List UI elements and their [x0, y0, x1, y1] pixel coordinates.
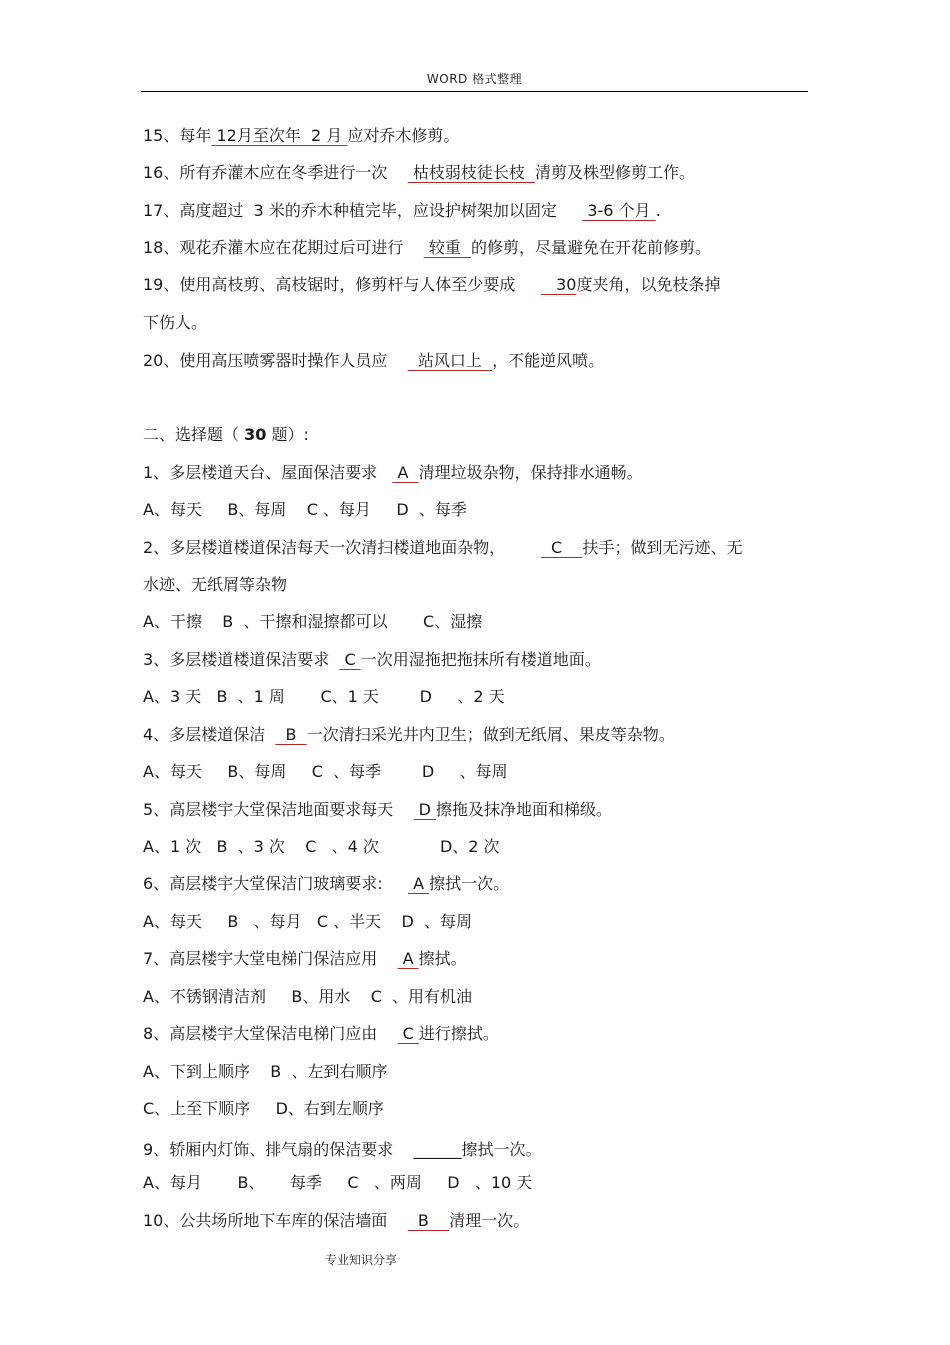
answer-blank: A: [392, 463, 419, 482]
choice-question-2-continued: 水迹、无纸屑等杂物: [143, 575, 288, 594]
answer-blank: 较重: [423, 238, 471, 257]
choice-options-1: A、每天 B、每周 C 、每月 D 、每季: [143, 500, 467, 519]
choice-question-6: 6、高层楼宇大堂保洁门玻璃要求: A 擦拭一次。: [143, 874, 510, 893]
choice-question-1: 1、多层楼道天台、屋面保洁要求 A 清理垃圾杂物，保持排水通畅。: [143, 463, 643, 482]
choice-question-8: 8、高层楼宇大堂保洁电梯门应由 C 进行擦拭。: [143, 1024, 499, 1043]
page-footer: 专业知识分享: [325, 1253, 398, 1267]
choice-question-9: 9、轿厢内灯饰、排气扇的保洁要求 ______擦拭一次。: [143, 1140, 542, 1159]
answer-blank: A: [408, 874, 430, 893]
answer-blank: A: [397, 949, 419, 968]
choice-options-4: A、每天 B、每周 C 、每季 D 、每周: [143, 762, 508, 781]
choice-question-4: 4、多层楼道保洁 B 一次清扫采光井内卫生；做到无纸屑、果皮等杂物。: [143, 725, 675, 744]
choice-options-7: A、不锈钢清洁剂 B、用水 C 、用有机油: [143, 987, 473, 1006]
answer-blank: 3-6 个月: [582, 201, 656, 220]
answer-blank: C: [339, 650, 361, 669]
question-15: 15、每年 12月至次年 2 月 应对乔木修剪。: [143, 126, 460, 145]
question-16: 16、所有乔灌木应在冬季进行一次 枯枝弱枝徒长枝 清剪及株型修剪工作。: [143, 163, 696, 182]
header-rule: [141, 91, 808, 92]
choice-options-9: A、每月 B、 每季 C 、两周 D 、10 天: [143, 1173, 533, 1192]
question-18: 18、观花乔灌木应在花期过后可进行 较重 的修剪，尽量避免在开花前修剪。: [143, 238, 712, 257]
choice-options-8a: A、下到上顺序 B 、左到右顺序: [143, 1062, 388, 1081]
answer-blank: ______: [413, 1140, 462, 1159]
answer-blank: C: [397, 1024, 419, 1043]
question-19-continued: 下伤人。: [143, 313, 208, 332]
answer-blank: 枯枝弱枝徒长枝: [407, 163, 535, 182]
answer-blank: C: [540, 538, 583, 557]
answer-blank: 30: [540, 275, 577, 294]
answer-blank: B: [275, 725, 307, 744]
choice-options-2: A、干擦 B 、干擦和湿擦都可以 C、湿擦: [143, 612, 483, 631]
choice-question-5: 5、高层楼宇大堂保洁地面要求每天 D 擦拖及抹净地面和梯级。: [143, 800, 613, 819]
answer-blank: B: [407, 1211, 450, 1230]
choice-options-6: A、每天 B 、每月 C 、半天 D 、每周: [143, 912, 472, 931]
question-20: 20、使用高压喷雾器时操作人员应 站风口上 ，不能逆风喷。: [143, 351, 605, 370]
answer-blank: D: [413, 800, 437, 819]
answer-blank: 12月至次年 2 月: [211, 126, 348, 145]
choice-question-7: 7、高层楼宇大堂电梯门保洁应用 A 擦拭。: [143, 949, 467, 968]
answer-blank: 站风口上: [407, 351, 493, 370]
choice-question-3: 3、多层楼道楼道保洁要求 C 一次用湿拖把拖抹所有楼道地面。: [143, 650, 601, 669]
question-17: 17、高度超过 3 米的乔木种植完毕，应设护树架加以固定 3-6 个月 .: [143, 201, 661, 220]
choice-options-8c: C、上至下顺序 D、右到左顺序: [143, 1099, 384, 1118]
choice-options-3: A、3 天 B 、1 周 C、1 天 D 、2 天: [143, 687, 505, 706]
page-header: WORD 格式整理: [426, 72, 523, 86]
choice-options-5: A、1 次 B 、3 次 C 、4 次 D、2 次: [143, 837, 500, 856]
question-19: 19、使用高枝剪、高枝锯时，修剪杆与人体至少要成 30度夹角，以免枝条掉: [143, 275, 721, 294]
choice-question-2: 2、多层楼道楼道保洁每天一次清扫楼道地面杂物， C 扶手；做到无污迹、无: [143, 538, 743, 557]
choice-question-10: 10、公共场所地下车库的保洁墙面 B 清理一次。: [143, 1211, 530, 1230]
section-heading: 二、选择题（ 30 题）:: [143, 425, 309, 444]
